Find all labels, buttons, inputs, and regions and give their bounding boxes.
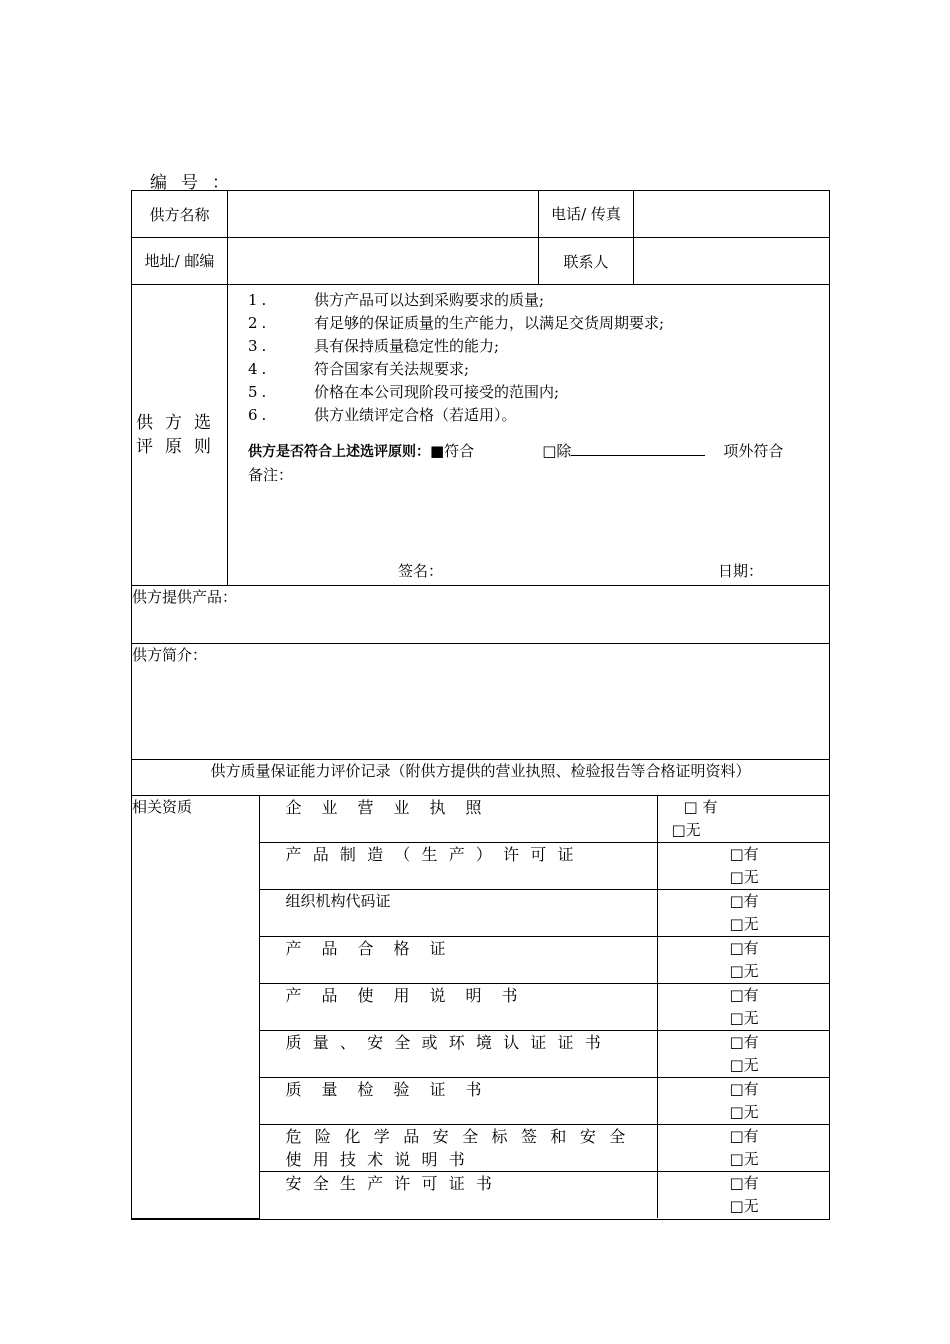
supplier-name-field[interactable]: [228, 191, 539, 238]
option-conform-checkbox[interactable]: ■符合: [430, 442, 475, 460]
qualification-system-certification: 质量、安全或环境认证证书: [285, 1033, 612, 1052]
qualification-safety-production-license: 安全生产许可证书: [285, 1174, 504, 1193]
phone-fax-field[interactable]: [634, 191, 830, 238]
principle-item: 4. 符合国家有关法规要求;: [248, 360, 470, 378]
serial-number-label: 编号：: [150, 173, 229, 193]
except-items-blank[interactable]: [571, 439, 705, 456]
conformity-question-text: 供方是否符合上述选评原则：: [248, 444, 430, 460]
has-checkbox[interactable]: □有: [729, 1174, 759, 1192]
none-checkbox[interactable]: □无: [729, 1009, 759, 1027]
phone-fax-label: 电话/ 传真: [539, 191, 634, 238]
qualification-business-license: 企业营业执照: [285, 798, 502, 817]
has-checkbox[interactable]: □有: [729, 845, 759, 863]
address-postcode-field[interactable]: [228, 238, 539, 285]
quality-evaluation-heading: 供方质量保证能力评价记录（附供方提供的营业执照、检验报告等合格证明资料）: [132, 760, 830, 796]
has-checkbox[interactable]: □ 有: [683, 798, 718, 816]
none-checkbox[interactable]: □无: [729, 1056, 759, 1074]
has-checkbox[interactable]: □有: [729, 1127, 759, 1145]
supplier-evaluation-form: [131, 190, 830, 1220]
qualification-production-license: 产品制造（生产）许可证: [285, 845, 585, 864]
has-checkbox[interactable]: □有: [729, 986, 759, 1004]
supplier-profile-field[interactable]: 供方简介：: [132, 644, 830, 760]
principle-item: 6. 供方业绩评定合格（若适用）。: [248, 406, 517, 424]
date-label: 日期：: [718, 562, 764, 580]
has-checkbox[interactable]: □有: [729, 892, 759, 910]
supplied-products-field[interactable]: 供方提供产品：: [132, 586, 830, 644]
address-postcode-label: 地址/ 邮编: [132, 238, 228, 285]
none-checkbox[interactable]: □无: [729, 1150, 759, 1168]
option-except-tail: 项外符合: [723, 442, 784, 460]
contact-person-label: 联系人: [539, 238, 634, 285]
qualification-hazardous-chemicals: 危险化学品安全标签和安全使用技术说明书: [285, 1127, 637, 1169]
qualification-org-code: 组织机构代码证: [285, 892, 391, 910]
has-checkbox[interactable]: □有: [729, 1033, 759, 1051]
signature-label: 签名：: [398, 562, 444, 580]
qualification-inspection-certificate: 质量检验证书: [285, 1080, 502, 1099]
qualification-user-manual: 产品使用说明书: [285, 986, 538, 1005]
selection-principles-cell: [228, 285, 830, 586]
option-except-checkbox[interactable]: □除: [542, 442, 572, 460]
has-checkbox[interactable]: □有: [729, 1080, 759, 1098]
none-checkbox[interactable]: □无: [671, 821, 701, 839]
none-checkbox[interactable]: □无: [729, 868, 759, 886]
none-checkbox[interactable]: □无: [729, 1197, 759, 1215]
principle-item: 2. 有足够的保证质量的生产能力，以满足交货周期要求;: [248, 314, 665, 332]
qualification-product-certificate: 产品合格证: [285, 939, 466, 958]
principle-item: 1. 供方产品可以达到采购要求的质量;: [248, 291, 545, 309]
conformity-question: [248, 439, 821, 464]
has-checkbox[interactable]: □有: [729, 939, 759, 957]
supplier-name-label: 供方名称: [132, 191, 228, 238]
remark-label: 备注：: [248, 466, 294, 484]
selection-principles-label: 供方选评原则: [132, 285, 228, 586]
principle-item: 5. 价格在本公司现阶段可接受的范围内;: [248, 383, 560, 401]
qualifications-section: [132, 796, 830, 1220]
qualifications-label: 相关资质: [132, 796, 259, 1218]
principle-item: 3. 具有保持质量稳定性的能力;: [248, 337, 500, 355]
none-checkbox[interactable]: □无: [729, 1103, 759, 1121]
contact-person-field[interactable]: [634, 238, 830, 285]
none-checkbox[interactable]: □无: [729, 915, 759, 933]
none-checkbox[interactable]: □无: [729, 962, 759, 980]
